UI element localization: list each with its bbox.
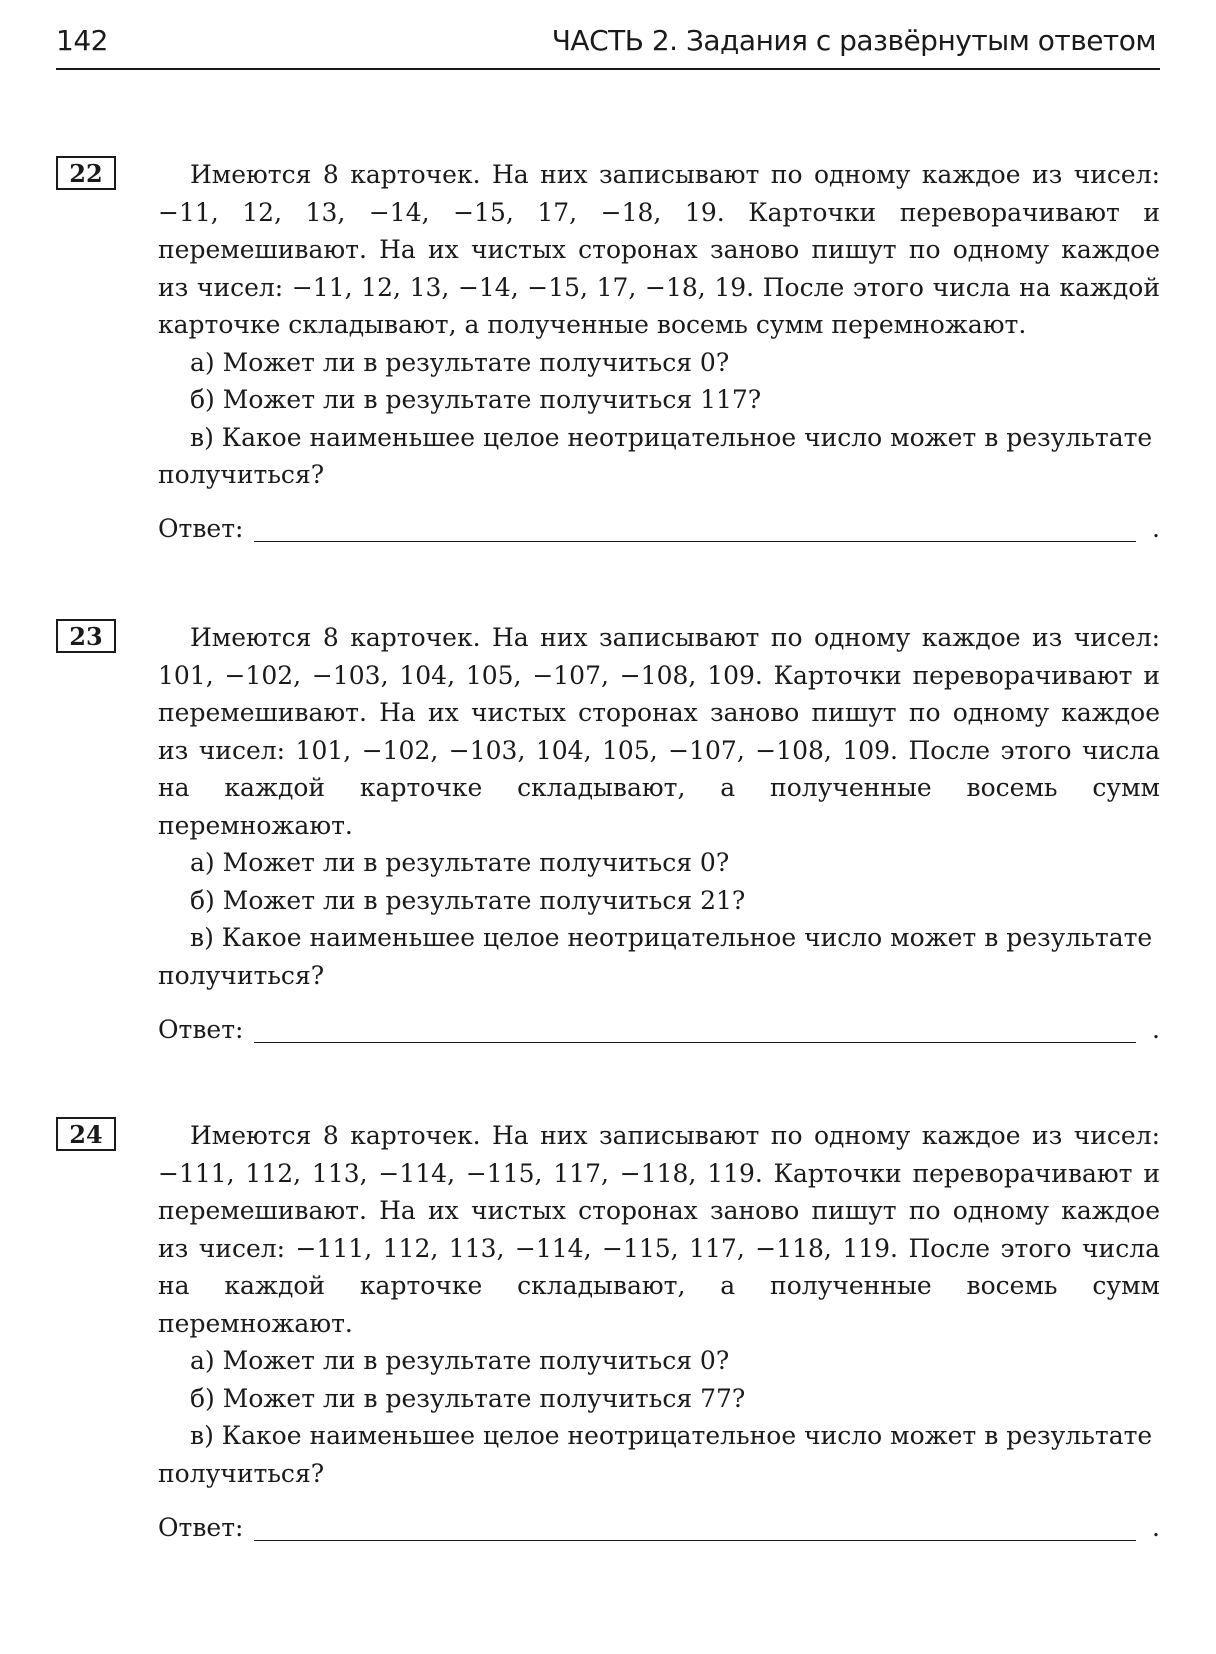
answer-period: . bbox=[1152, 1513, 1160, 1542]
answer-row bbox=[158, 1513, 1160, 1553]
question-a: а) Может ли в результате получиться 0? bbox=[190, 347, 730, 377]
page-number: 142 bbox=[56, 24, 108, 57]
page-header bbox=[56, 20, 1160, 70]
problem-statement: Имеются 8 карточек. На них записывают по одному каждое из чисел: 101, −102, −103, 104, 105, −107, −108, 109. Карточки переворачивают и перемешивают. На их чистых сторонах заново пишут по одному каждое из чисел: 101, −102, −103, 104, 105, −107, −108, 109. После этого числа на каждой карточке складывают, а полученные восемь сумм перемножают. bbox=[158, 623, 1160, 840]
answer-row bbox=[158, 1015, 1160, 1055]
problem-body bbox=[158, 1117, 1160, 1492]
problem-body bbox=[158, 619, 1160, 994]
answer-label: Ответ: bbox=[158, 514, 244, 543]
running-title: ЧАСТЬ 2. Задания с развёрнутым ответом bbox=[551, 24, 1156, 57]
answer-input-line[interactable] bbox=[254, 541, 1136, 542]
question-b: б) Может ли в результате получиться 77? bbox=[190, 1383, 746, 1413]
question-c: в) Какое наименьшее целое неотрицательное число может в результате получиться? bbox=[158, 1421, 1153, 1488]
problem-body bbox=[158, 156, 1160, 494]
question-a: а) Может ли в результате получиться 0? bbox=[190, 848, 730, 877]
question-b: б) Может ли в результате получиться 117? bbox=[190, 385, 762, 414]
problem-statement: Имеются 8 карточек. На них записывают по одному каждое из чисел: −111, 112, 113, −114, −115, 117, −118, 119. Карточки переворачивают и перемешивают. На их чистых сторонах заново пишут по одному каждое из чисел: −111, 112, 113, −114, −115, 117, −118, 119. После этого числа на каждой карточке складывают, а полученные восемь сумм перемножают. bbox=[158, 1121, 1160, 1338]
question-c: в) Какое наименьшее целое неотрицательное число может в результате получиться? bbox=[158, 923, 1153, 990]
answer-period: . bbox=[1152, 514, 1160, 543]
question-b: б) Может ли в результате получиться 21? bbox=[190, 885, 746, 915]
answer-input-line[interactable] bbox=[254, 1042, 1136, 1043]
answer-label: Ответ: bbox=[158, 1513, 244, 1542]
problem-number-box: 22 bbox=[56, 156, 116, 190]
problem-statement: Имеются 8 карточек. На них записывают по одному каждое из чисел: −11, 12, 13, −14, −15, 17, −18, 19. Карточки переворачивают и перемешивают. На их чистых сторонах заново пишут по одному каждое из чисел: −11, 12, 13, −14, −15, 17, −18, 19. После этого числа на каждой карточке складывают, а полученные восемь сумм перемножают. bbox=[158, 160, 1160, 339]
answer-row bbox=[158, 514, 1160, 554]
question-c: в) Какое наименьшее целое неотрицательное число может в результате получиться? bbox=[158, 422, 1153, 489]
problem-number-box: 24 bbox=[56, 1117, 116, 1151]
problem-number-box: 23 bbox=[56, 619, 116, 653]
answer-label: Ответ: bbox=[158, 1015, 244, 1044]
answer-period: . bbox=[1152, 1015, 1160, 1044]
answer-input-line[interactable] bbox=[254, 1540, 1136, 1541]
question-a: а) Может ли в результате получиться 0? bbox=[190, 1346, 730, 1375]
